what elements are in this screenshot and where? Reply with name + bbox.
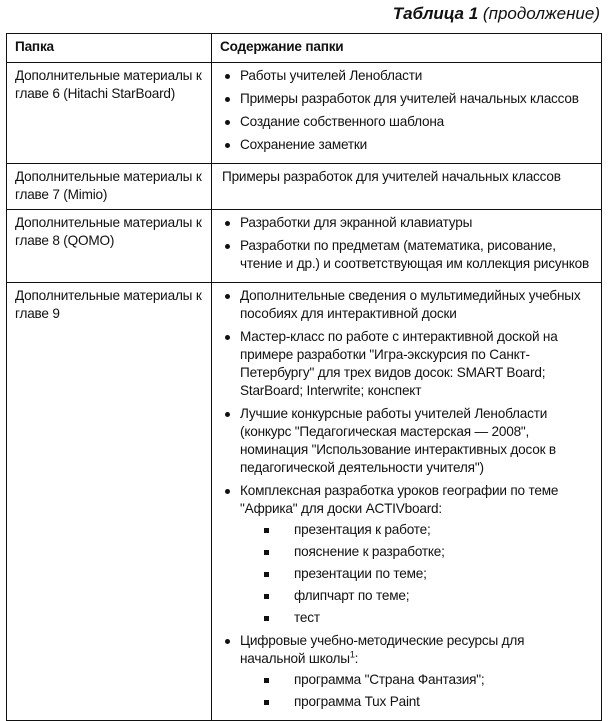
table-row: [7, 283, 602, 721]
list-item: Создание собственного шаблона: [222, 113, 593, 131]
folders-table: [6, 33, 602, 721]
table-row: [7, 63, 602, 164]
sub-list-item: тест: [240, 609, 593, 627]
list-item: Разработки для экранной клавиатуры: [222, 214, 593, 232]
sub-list-item: флипчарт по теме;: [240, 587, 593, 605]
content-cell: [212, 63, 602, 164]
content-list: [222, 67, 593, 154]
caption-continuation: (продолжение): [482, 4, 600, 23]
table-header-row: [7, 34, 602, 63]
sub-list-item: пояснение к разработке;: [240, 543, 593, 561]
list-item: Примеры разработок для учителей начальных классов: [222, 90, 593, 108]
folder-cell: Дополнительные материалы к главе 8 (QOMO): [7, 210, 212, 283]
list-item-text: Цифровые учебно-методические ресурсы для начальной школы: [240, 633, 525, 666]
list-item: [222, 482, 593, 627]
header-content: Содержание папки: [212, 34, 602, 63]
sub-list: [240, 521, 593, 627]
list-item: Сохранение заметки: [222, 136, 593, 154]
folder-cell: Дополнительные материалы к главе 7 (Mimio): [7, 164, 212, 210]
list-item: Мастер-класс по работе с интерактивной доской на примере разработки "Игра-экскурсия по Санкт-Петербургу" для трех видов досок: SMART Board; StarBoard; Interwrite; конспект: [222, 328, 593, 400]
sub-list-item: презентации по теме;: [240, 565, 593, 583]
table-caption: [393, 4, 600, 24]
content-cell: [212, 210, 602, 283]
sub-list: [240, 671, 593, 711]
content-cell: [212, 283, 602, 721]
table-row: [7, 210, 602, 283]
list-item: Работы учителей Ленобласти: [222, 67, 593, 85]
table-row: [7, 164, 602, 210]
sub-list-item: презентация к работе;: [240, 521, 593, 539]
folder-cell: Дополнительные материалы к главе 6 (Hitachi StarBoard): [7, 63, 212, 164]
content-cell: Примеры разработок для учителей начальных классов: [212, 164, 602, 210]
content-list: [222, 214, 593, 273]
footnote-marker: 1: [349, 649, 355, 660]
list-item: [222, 632, 593, 711]
list-item: Разработки по предметам (математика, рисование, чтение и др.) и соответствующая им коллекция рисунков: [222, 237, 593, 273]
header-folder: Папка: [7, 34, 212, 63]
list-item-text: Комплексная разработка уроков географии по теме "Африка" для доски ACTIVboard:: [240, 483, 559, 516]
folder-cell: Дополнительные материалы к главе 9: [7, 283, 212, 721]
list-item: Лучшие конкурсные работы учителей Ленобласти (конкурс "Педагогическая мастерская — 2008", номинация "Использование интерактивных досок в педагогической деятельности учителя"): [222, 405, 593, 477]
content-list: [222, 287, 593, 711]
sub-list-item: программа "Страна Фантазия";: [240, 671, 593, 689]
punctuation: :: [354, 651, 359, 666]
sub-list-item: программа Tux Paint: [240, 693, 593, 711]
caption-title: Таблица 1: [392, 4, 479, 23]
list-item: Дополнительные сведения о мультимедийных учебных пособиях для интерактивной доски: [222, 287, 593, 323]
